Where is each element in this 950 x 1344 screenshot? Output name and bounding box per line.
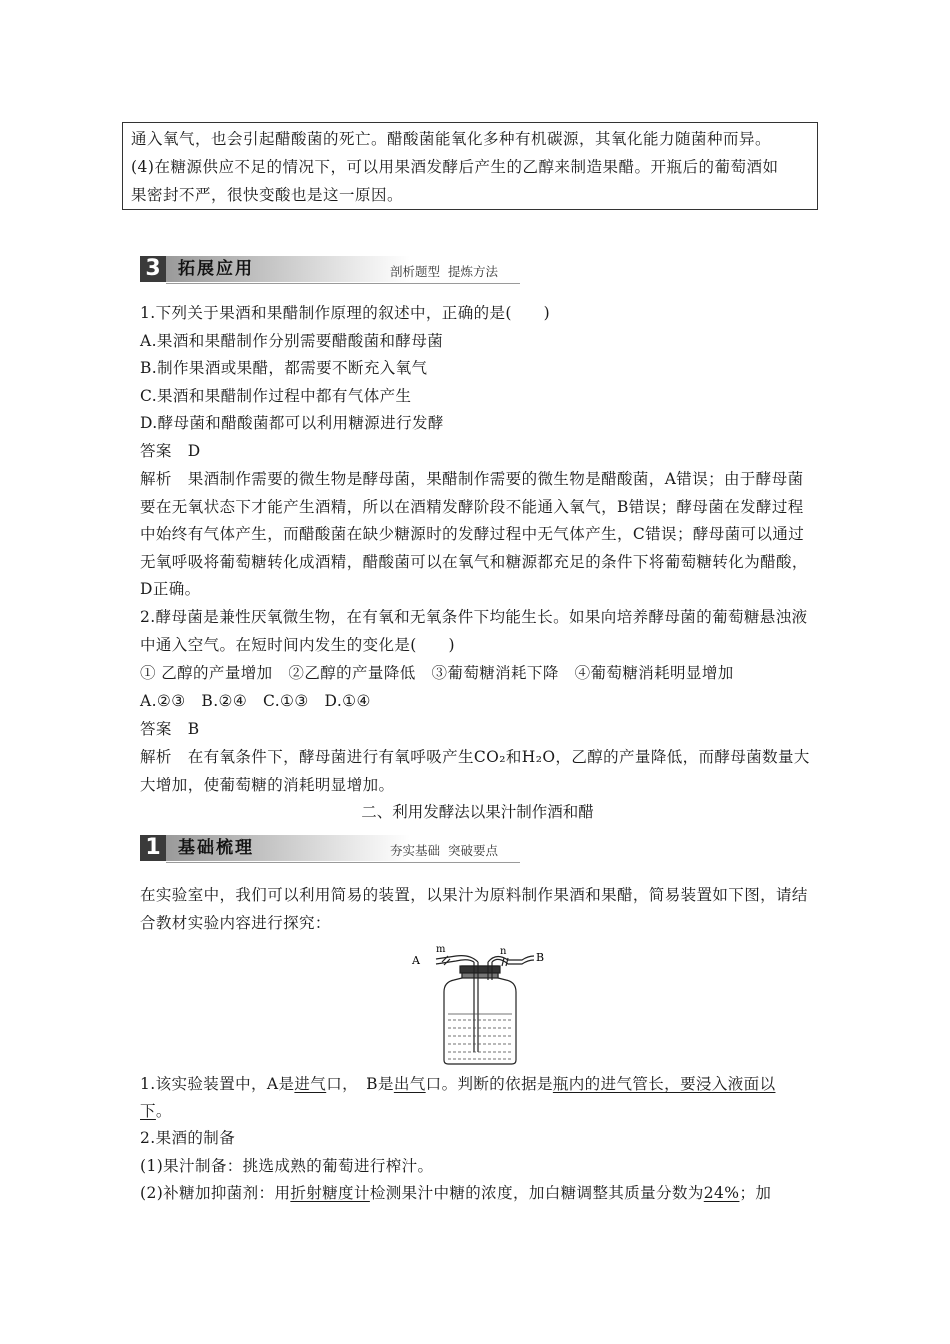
q1-option-b: B.制作果酒或果醋，都需要不断充入氧气 <box>140 359 428 377</box>
section-number: 3 <box>140 256 166 282</box>
q1-stem: 1.下列关于果酒和果醋制作原理的叙述中，正确的是( ) <box>140 304 551 322</box>
note-box <box>122 122 818 210</box>
section-subtitle: 夯实基础 突破要点 <box>390 843 498 858</box>
intro-paragraph: 在实验室中，我们可以利用简易的装置，以果汁为原料制作果酒和果醋，简易装置如下图，请结合教材实验内容进行探究： <box>140 886 808 932</box>
section-number: 1 <box>140 835 166 861</box>
text-span: 口， B是 <box>326 1075 394 1093</box>
note-line-2: (4)在糖源供应不足的情况下，可以用果酒发酵后产生的乙醇来制造果醋。开瓶后的葡萄酒如 <box>131 158 779 176</box>
text-span: 1.该实验装置中，A是 <box>140 1075 295 1093</box>
q1-option-a: A.果酒和果醋制作分别需要醋酸菌和酵母菌 <box>140 332 444 350</box>
part-title: 二、利用发酵法以果汁制作酒和醋 <box>361 803 594 821</box>
paragraph-1-line-1 <box>140 1071 775 1099</box>
label-b: B <box>536 951 545 964</box>
text-span: 口。判断的依据是 <box>425 1075 553 1093</box>
label-a: A <box>412 954 420 967</box>
section-title: 基础梳理 <box>178 838 254 858</box>
section-subtitle: 剖析题型 提炼方法 <box>390 264 498 279</box>
text-span: ；加 <box>739 1184 772 1202</box>
blank-answer: 折射糖度计 <box>290 1184 370 1202</box>
q2-options: A.②③ B.②④ C.①③ D.①④ <box>140 692 371 710</box>
blank-answer: 24% <box>703 1184 740 1202</box>
q1-option-d: D.酵母菌和醋酸菌都可以利用糖源进行发酵 <box>140 414 444 432</box>
blank-answer: 下 <box>140 1102 156 1120</box>
paragraph-1-line-2 <box>140 1098 172 1126</box>
text-span: 。 <box>155 1102 172 1120</box>
q2-items: ① 乙醇的产量增加 ②乙醇的产量降低 ③葡萄糖消耗下降 ④葡萄糖消耗明显增加 <box>140 664 734 682</box>
header-rule <box>166 283 520 284</box>
fermentation-apparatus-figure <box>408 940 553 1066</box>
blank-answer: 进气 <box>294 1075 327 1093</box>
text-span: (2)补糖加抑菌剂：用 <box>140 1184 291 1202</box>
text-span: 检测果汁中糖的浓度，加白糖调整其质量分数为 <box>369 1184 704 1202</box>
blank-answer: 瓶内的进气管长，要浸入液面以 <box>552 1075 776 1093</box>
paragraph-2: 2.果酒的制备 <box>140 1129 236 1147</box>
paragraph-3: (1)果汁制备：挑选成熟的葡萄进行榨汁。 <box>140 1157 434 1175</box>
section-title: 拓展应用 <box>178 259 254 279</box>
note-line-3: 果密封不严，很快变酸也是这一原因。 <box>131 186 404 204</box>
section-header-basics <box>140 835 520 863</box>
q2-stem: 2.酵母菌是兼性厌氧微生物，在有氧和无氧条件下均能生长。如果向培养酵母菌的葡萄糖悬浊液中通入空气。在短时间内发生的变化是( ) <box>140 608 808 654</box>
q1-answer: 答案 D <box>140 442 201 460</box>
blank-answer: 出气 <box>393 1075 426 1093</box>
label-n: n <box>500 946 507 957</box>
q2-analysis: 解析 在有氧条件下，酵母菌进行有氧呼吸产生CO₂和H₂O，乙醇的产量降低，而酵母菌数量大大增加，使葡萄糖的消耗明显增加。 <box>140 748 810 794</box>
paragraph-4 <box>140 1180 771 1208</box>
note-line-1: 通入氧气，也会引起醋酸菌的死亡。醋酸菌能氧化多种有机碳源，其氧化能力随菌种而异。 <box>131 130 772 148</box>
q1-option-c: C.果酒和果醋制作过程中都有气体产生 <box>140 387 412 405</box>
label-m: m <box>436 944 446 955</box>
header-rule <box>166 862 520 863</box>
q1-analysis: 解析 果酒制作需要的微生物是酵母菌，果醋制作需要的微生物是醋酸菌，A错误；由于酵母菌要在无氧状态下才能产生酒精，所以在酒精发酵阶段不能通入氧气，B错误；酵母菌在发酵过程中始终有气体产生，而醋酸菌在缺少糖源时的发酵过程中无气体产生，C错误；酵母菌可以通过无氧呼吸将葡萄糖转化成酒精，醋酸菌可以在氧气和糖源都充足的条件下将葡萄糖转化为醋酸，D正确。 <box>140 470 808 598</box>
q2-answer: 答案 B <box>140 720 200 738</box>
section-header-expand <box>140 256 520 284</box>
